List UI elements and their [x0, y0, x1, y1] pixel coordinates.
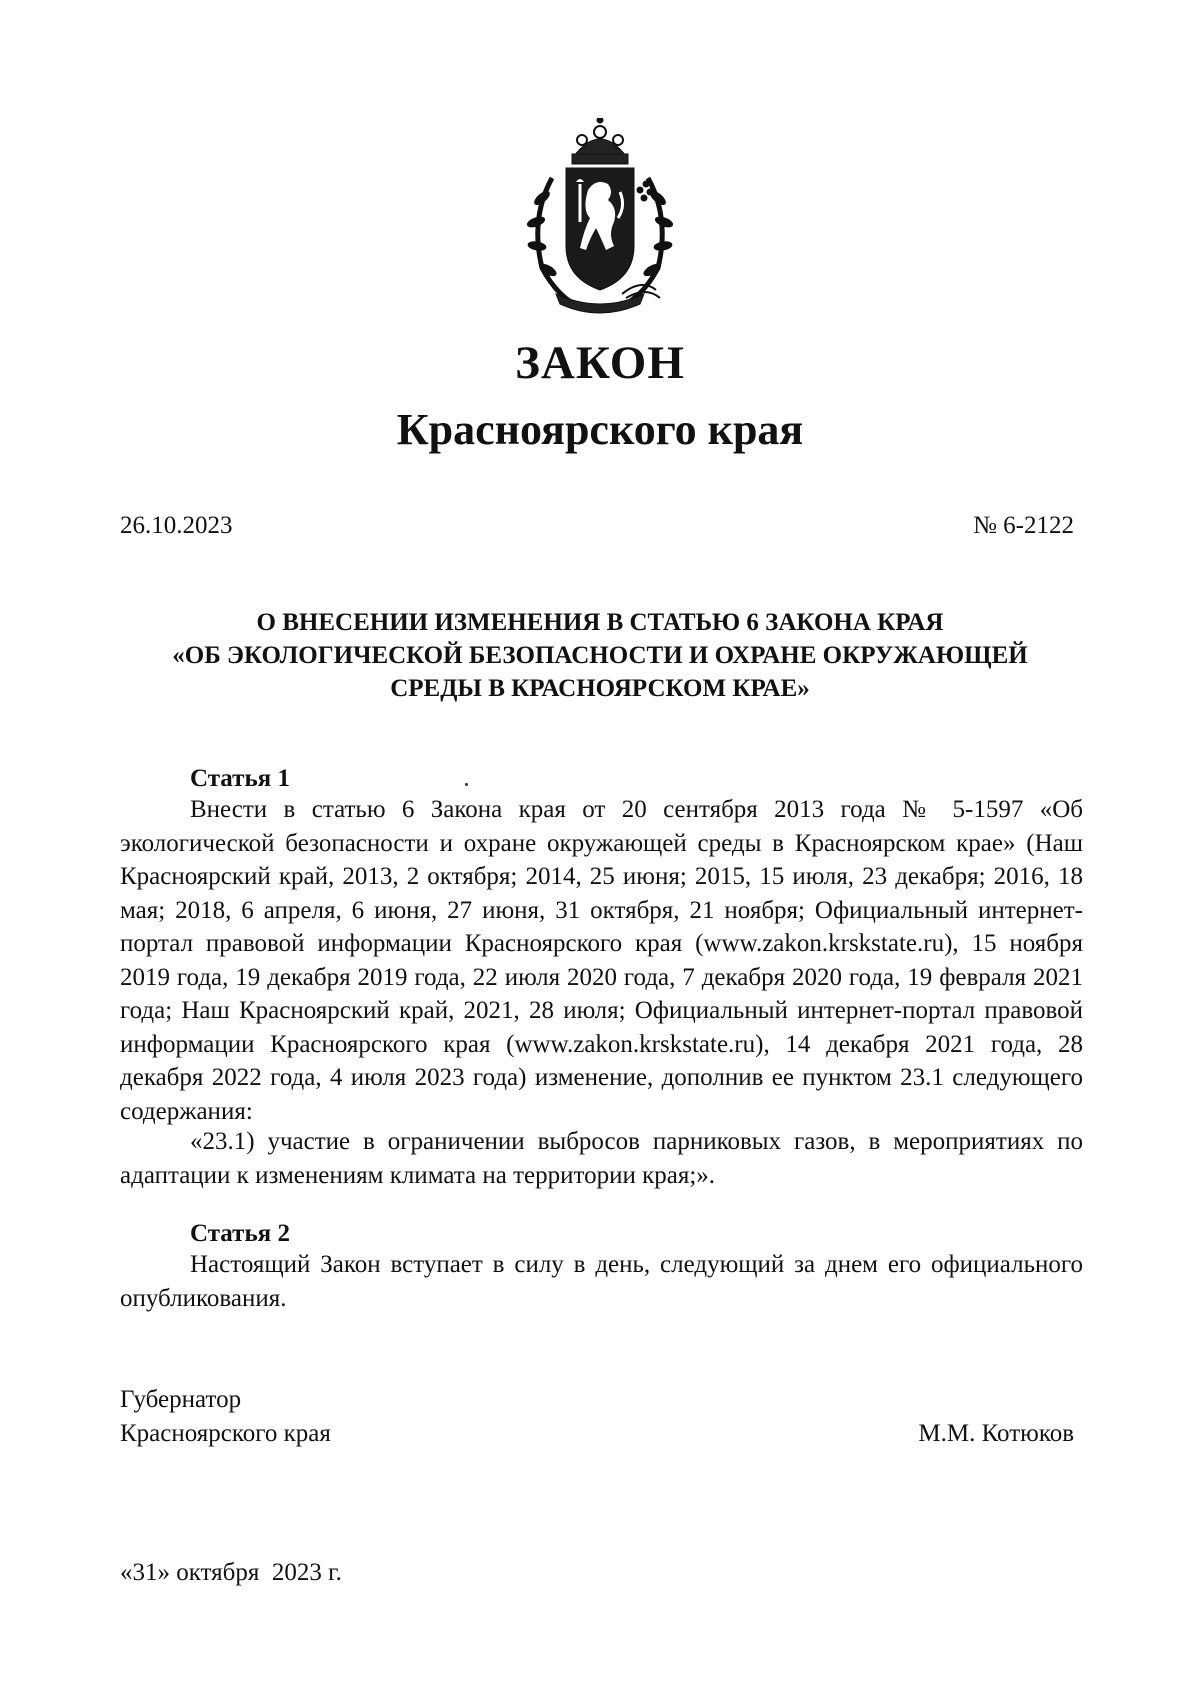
adoption-date: 26.10.2023: [120, 512, 233, 539]
law-heading-line: СРЕДЫ В КРАСНОЯРСКОМ КРАЕ»: [390, 675, 810, 702]
article-1-title: Статья 1: [190, 765, 290, 792]
document-subtitle: Красноярского края: [396, 405, 804, 454]
signer-position-line: Красноярского края: [120, 1420, 331, 1447]
law-heading: [120, 606, 1080, 705]
scan-speck: [465, 783, 468, 786]
law-heading-line: «ОБ ЭКОЛОГИЧЕСКОЙ БЕЗОПАСНОСТИ И ОХРАНЕ ОКРУЖАЮЩЕЙ: [172, 642, 1028, 669]
article-1-paragraph: «23.1) участие в ограничении выбросов парниковых газов, в мероприятиях по адаптации к изменениям климата на территории края;».: [120, 1128, 1083, 1189]
law-number: № 6-2122: [973, 512, 1074, 539]
article-2-paragraph: Настоящий Закон вступает в силу в день, следующий за днем его официального опубликования.: [120, 1251, 1083, 1312]
article-1-paragraph: Внести в статью 6 Закона края от 20 сентября 2013 года № 5-1597 «Об экологической безопасности и охране окружающей среды в Красноярском крае» (Наш Красноярский край, 2013, 2 октября; 2014, 25 июня; 2015, 15 июля, 23 декабря; 2016, 18 мая; 2018, 6 апреля, 6 июня, 27 июня, 31 октября, 21 ноября; Официальный интернет-портал правовой информации Красноярского края (www.zakon.krskstate.ru), 15 ноября 2019 года, 19 декабря 2019 года, 22 июля 2020 года, 7 декабря 2020 года, 19 февраля 2021 года; Наш Красноярский край, 2021, 28 июля; Официальный интернет-портал правовой информации Красноярского края (www.zakon.krskstate.ru), 14 декабря 2021 года, 28 декабря 2022 года, 4 июля 2023 года) изменение, дополнив ее пунктом 23.1 следующего содержания:: [120, 796, 1083, 1125]
article-2-title: Статья 2: [190, 1220, 290, 1247]
signer-position: [120, 1383, 331, 1451]
signing-date: «31» октября 2023 г.: [120, 1559, 342, 1586]
signer-name: М.М. Котюков: [918, 1420, 1074, 1447]
signer-position-line: Губернатор: [120, 1386, 242, 1413]
law-heading-line: О ВНЕСЕНИИ ИЗМЕНЕНИЯ В СТАТЬЮ 6 ЗАКОНА КРАЯ: [256, 609, 944, 636]
document-title: ЗАКОН: [515, 337, 685, 389]
krasnoyarsk-coat-of-arms-icon: [522, 118, 678, 318]
